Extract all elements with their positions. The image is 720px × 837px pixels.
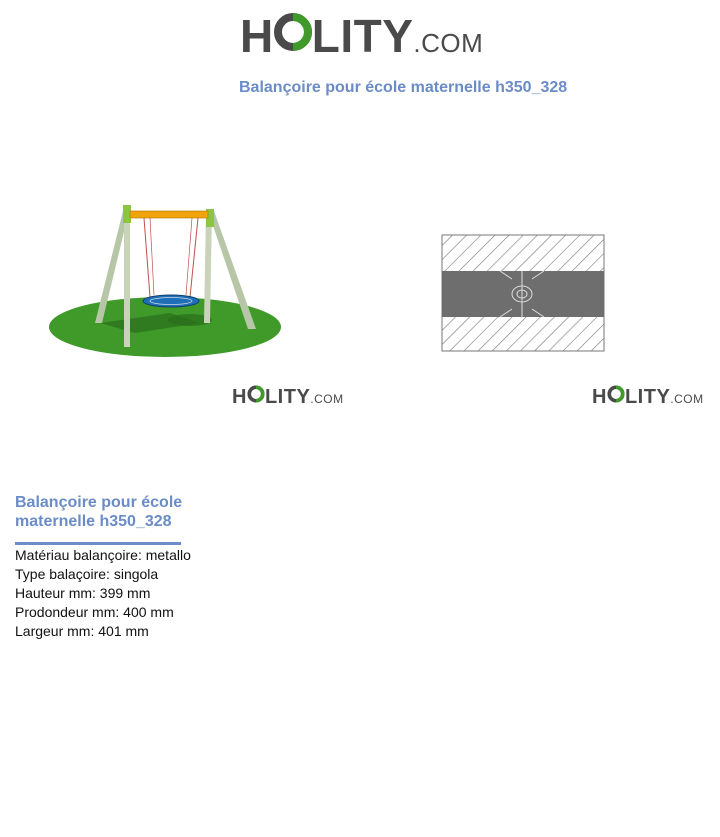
spec-depth: Prodondeur mm: 400 mm: [15, 604, 174, 620]
logo-text-left: H: [592, 386, 607, 408]
logo-text-right: LITY: [264, 386, 311, 408]
swing-image: [40, 195, 290, 365]
logo-suffix: .COM: [670, 392, 704, 406]
logo-text-left: H: [240, 10, 274, 62]
brand-logo[interactable]: [240, 8, 483, 71]
logo-text-right: LITY: [311, 10, 414, 62]
product-name: Balançoire pour école maternelle h350_328: [15, 494, 183, 530]
logo-suffix: .COM: [413, 28, 484, 58]
product-specs: [15, 546, 191, 641]
spec-material: Matériau balançoire: metallo: [15, 547, 191, 563]
page-title: Balançoire pour école maternelle h350_328: [239, 79, 568, 96]
logo-o-icon: [247, 385, 265, 409]
logo-o-icon: [607, 385, 625, 409]
logo-suffix: .COM: [310, 392, 344, 406]
logo-o-icon: [274, 8, 312, 64]
section-divider: [15, 542, 181, 545]
logo-text-right: LITY: [624, 386, 671, 408]
brand-logo-small: [592, 385, 704, 411]
logo-text-left: H: [232, 386, 247, 408]
spec-width: Largeur mm: 401 mm: [15, 623, 149, 639]
spec-type: Type balaçoire: singola: [15, 566, 159, 582]
plan-image: [440, 233, 608, 360]
spec-height: Hauteur mm: 399 mm: [15, 585, 151, 601]
brand-logo-small: [232, 385, 344, 411]
